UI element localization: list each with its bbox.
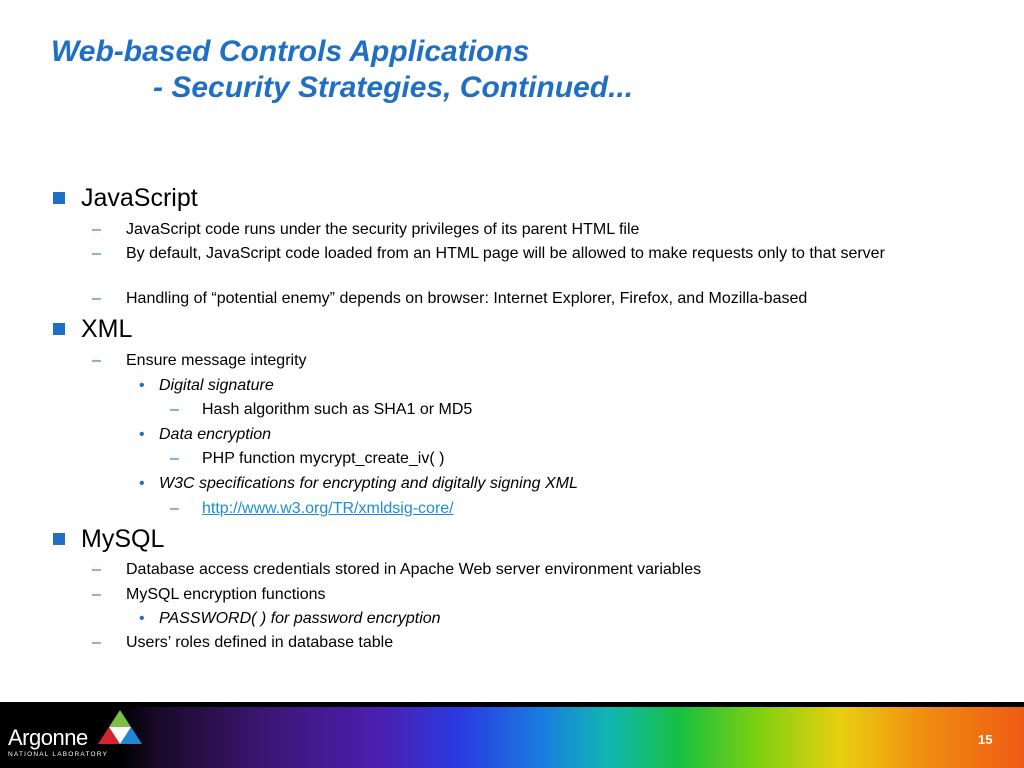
dash-bullet-icon: – — [92, 561, 101, 578]
dot-bullet-icon: • — [139, 475, 145, 492]
square-bullet-icon — [53, 323, 65, 335]
dot-bullet-icon: • — [139, 426, 145, 443]
dot-bullet-icon: • — [139, 610, 145, 627]
sub-list-item-text: Data encryption — [159, 426, 272, 443]
title-line-2: - Security Strategies, Continued... — [153, 71, 634, 104]
dash-bullet-icon: – — [92, 586, 101, 603]
list-item-text: Handling of “potential enemy” depends on browser: Internet Explorer, Firefox, and Mozilla-based — [126, 290, 808, 307]
list-item — [92, 584, 906, 605]
page-number: 15 — [978, 732, 993, 747]
sub-list-item — [139, 608, 441, 629]
list-item — [92, 219, 906, 240]
list-item-text: By default, JavaScript code loaded from an HTML page will be allowed to make requests only to that server — [126, 245, 885, 262]
heading-javascript: JavaScript — [81, 184, 198, 212]
title-line-1: Web-based Controls Applications — [51, 35, 530, 68]
dash-bullet-icon: – — [170, 500, 179, 517]
list-item — [92, 559, 906, 580]
list-item-text: JavaScript code runs under the security privileges of its parent HTML file — [126, 221, 640, 238]
sub-list-item-text: W3C specifications for encrypting and digitally signing XML — [159, 475, 578, 492]
list-item-text: Users’ roles defined in database table — [126, 634, 394, 651]
square-bullet-icon — [53, 533, 65, 545]
bullet-mysql — [81, 524, 164, 554]
list-item-text: Database access credentials stored in Apache Web server environment variables — [126, 561, 702, 578]
list-item — [92, 350, 906, 371]
dash-bullet-icon: – — [92, 290, 101, 307]
list-item-text: MySQL encryption functions — [126, 586, 326, 603]
argonne-logo — [8, 726, 108, 759]
dot-bullet-icon: • — [139, 377, 145, 394]
square-bullet-icon — [53, 192, 65, 204]
list-item — [92, 243, 906, 264]
detail-item — [170, 498, 454, 519]
bullet-xml — [81, 314, 132, 344]
detail-item — [170, 399, 473, 420]
sub-list-item — [139, 473, 578, 494]
sub-list-item-text: PASSWORD( ) for password encryption — [159, 610, 441, 627]
heading-mysql: MySQL — [81, 525, 165, 553]
slide-title — [51, 34, 633, 106]
footer-band — [0, 702, 1024, 768]
list-item — [92, 288, 906, 309]
dash-bullet-icon: – — [92, 352, 101, 369]
sub-list-item — [139, 424, 272, 445]
dash-bullet-icon: – — [170, 450, 179, 467]
dash-bullet-icon: – — [92, 634, 101, 651]
list-item-text: Ensure message integrity — [126, 352, 307, 369]
argonne-triangle-icon — [98, 710, 142, 744]
logo-subtitle: NATIONAL LABORATORY — [8, 751, 109, 758]
bullet-javascript — [81, 183, 198, 213]
detail-item-text: PHP function mycrypt_create_iv( ) — [202, 450, 445, 467]
w3c-xmldsig-link[interactable]: http://www.w3.org/TR/xmldsig-core/ — [202, 500, 454, 517]
dash-bullet-icon: – — [92, 245, 101, 262]
detail-item — [170, 448, 445, 469]
heading-xml: XML — [81, 315, 133, 343]
dash-bullet-icon: – — [92, 221, 101, 238]
logo-wordmark: Argonne — [8, 725, 88, 750]
dash-bullet-icon: – — [170, 401, 179, 418]
detail-item-text: Hash algorithm such as SHA1 or MD5 — [202, 401, 473, 418]
sub-list-item — [139, 375, 274, 396]
list-item — [92, 632, 906, 653]
sub-list-item-text: Digital signature — [159, 377, 274, 394]
rainbow-gradient — [0, 707, 1024, 768]
